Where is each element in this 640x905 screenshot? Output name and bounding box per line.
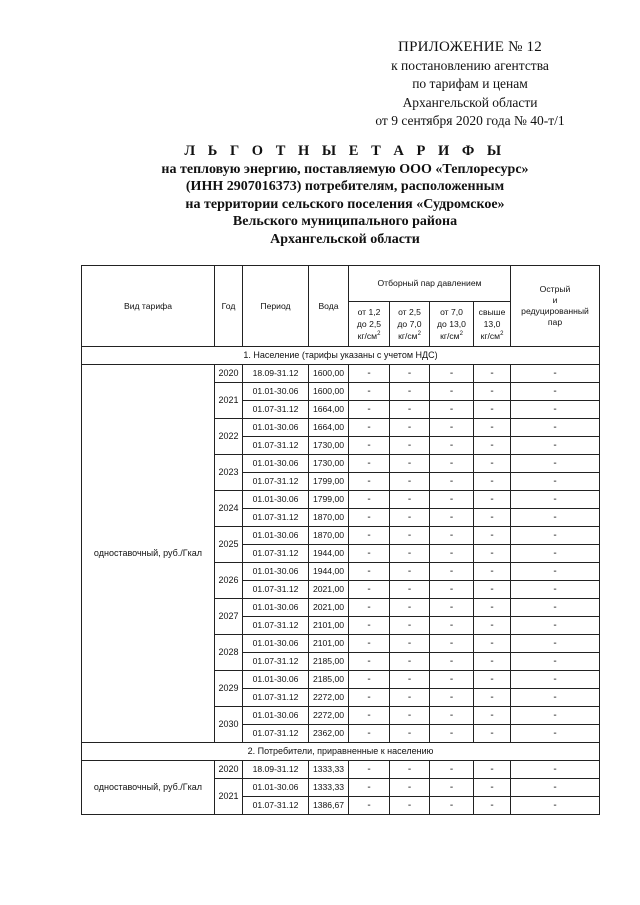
empty-value-cell: - (349, 383, 390, 401)
water-tariff-cell: 1664,00 (309, 419, 349, 437)
empty-value-cell: - (390, 797, 430, 815)
empty-value-cell: - (349, 563, 390, 581)
empty-value-cell: - (511, 725, 600, 743)
empty-value-cell: - (430, 437, 474, 455)
empty-value-cell: - (390, 779, 430, 797)
annex-number: ПРИЛОЖЕНИЕ № 12 (398, 39, 542, 55)
empty-value-cell: - (474, 383, 511, 401)
empty-value-cell: - (349, 653, 390, 671)
empty-value-cell: - (349, 473, 390, 491)
period-cell: 01.01-30.06 (243, 635, 309, 653)
year-cell: 2023 (215, 455, 243, 491)
empty-value-cell: - (474, 761, 511, 779)
water-tariff-cell: 1386,67 (309, 797, 349, 815)
header-water: Вода (309, 266, 349, 347)
empty-value-cell: - (511, 419, 600, 437)
empty-value-cell: - (511, 365, 600, 383)
header-unit-exponent: 2 (500, 331, 504, 338)
empty-value-cell: - (474, 491, 511, 509)
empty-value-cell: - (511, 545, 600, 563)
title-line: Архангельской области (270, 231, 420, 247)
header-tariff-type: Вид тарифа (82, 266, 215, 347)
empty-value-cell: - (474, 455, 511, 473)
empty-value-cell: - (430, 383, 474, 401)
empty-value-cell: - (430, 779, 474, 797)
annex-header (330, 38, 610, 131)
empty-value-cell: - (474, 365, 511, 383)
period-cell: 01.01-30.06 (243, 707, 309, 725)
water-tariff-cell: 2101,00 (309, 617, 349, 635)
section-row (82, 347, 600, 365)
tariff-type-cell: одноставочный, руб./Гкал (82, 761, 215, 815)
empty-value-cell: - (474, 689, 511, 707)
empty-value-cell: - (390, 491, 430, 509)
header-pressure-2 (390, 302, 430, 347)
empty-value-cell: - (349, 617, 390, 635)
empty-value-cell: - (430, 599, 474, 617)
water-tariff-cell: 1664,00 (309, 401, 349, 419)
header-pressure-3 (430, 302, 474, 347)
period-cell: 01.07-31.12 (243, 545, 309, 563)
empty-value-cell: - (511, 599, 600, 617)
empty-value-cell: - (474, 545, 511, 563)
empty-value-cell: - (511, 689, 600, 707)
empty-value-cell: - (474, 635, 511, 653)
empty-value-cell: - (474, 419, 511, 437)
empty-value-cell: - (349, 437, 390, 455)
empty-value-cell: - (474, 401, 511, 419)
empty-value-cell: - (430, 509, 474, 527)
empty-value-cell: - (511, 671, 600, 689)
period-cell: 01.07-31.12 (243, 401, 309, 419)
title-line: Вельского муниципального района (232, 214, 458, 229)
header-unit-exponent: 2 (377, 331, 381, 338)
empty-value-cell: - (511, 473, 600, 491)
water-tariff-cell: 2185,00 (309, 671, 349, 689)
empty-value-cell: - (511, 401, 600, 419)
empty-value-cell: - (390, 617, 430, 635)
header-acute-line: пар (547, 317, 563, 327)
empty-value-cell: - (430, 545, 474, 563)
period-cell: 01.07-31.12 (243, 617, 309, 635)
header-text: от 2,5 (398, 307, 421, 317)
empty-value-cell: - (474, 581, 511, 599)
title-line: на тепловую энергию, поставляемую ООО «Теплоресурс» (161, 161, 529, 177)
period-cell: 01.01-30.06 (243, 419, 309, 437)
water-tariff-cell: 2185,00 (309, 653, 349, 671)
empty-value-cell: - (511, 563, 600, 581)
period-cell: 01.01-30.06 (243, 599, 309, 617)
year-cell: 2024 (215, 491, 243, 527)
empty-value-cell: - (349, 599, 390, 617)
empty-value-cell: - (390, 761, 430, 779)
empty-value-cell: - (390, 527, 430, 545)
section-row (82, 743, 600, 761)
empty-value-cell: - (349, 455, 390, 473)
empty-value-cell: - (474, 473, 511, 491)
empty-value-cell: - (474, 707, 511, 725)
period-cell: 18.09-31.12 (243, 761, 309, 779)
document-title (110, 143, 580, 248)
empty-value-cell: - (390, 599, 430, 617)
empty-value-cell: - (349, 761, 390, 779)
year-cell: 2027 (215, 599, 243, 635)
water-tariff-cell: 1870,00 (309, 509, 349, 527)
empty-value-cell: - (430, 617, 474, 635)
year-cell: 2020 (215, 761, 243, 779)
title-heading: Л Ь Г О Т Н Ы Е Т А Р И Ф Ы (184, 143, 506, 159)
empty-value-cell: - (349, 419, 390, 437)
header-acute-line: и (552, 295, 558, 305)
empty-value-cell: - (474, 617, 511, 635)
empty-value-cell: - (390, 671, 430, 689)
section-title: 2. Потребители, приравненные к населению (82, 743, 600, 761)
empty-value-cell: - (430, 761, 474, 779)
empty-value-cell: - (430, 491, 474, 509)
header-text: свыше (478, 307, 506, 317)
empty-value-cell: - (474, 437, 511, 455)
empty-value-cell: - (349, 797, 390, 815)
empty-value-cell: - (474, 653, 511, 671)
water-tariff-cell: 1730,00 (309, 437, 349, 455)
header-text: от 7,0 (440, 307, 463, 317)
empty-value-cell: - (349, 509, 390, 527)
period-cell: 01.07-31.12 (243, 725, 309, 743)
title-line: на территории сельского поселения «Судромское» (185, 196, 505, 212)
header-text: до 13,0 (437, 319, 466, 329)
empty-value-cell: - (474, 527, 511, 545)
empty-value-cell: - (430, 653, 474, 671)
empty-value-cell: - (390, 473, 430, 491)
empty-value-cell: - (390, 401, 430, 419)
year-cell: 2021 (215, 383, 243, 419)
empty-value-cell: - (511, 527, 600, 545)
empty-value-cell: - (349, 779, 390, 797)
empty-value-cell: - (390, 509, 430, 527)
header-pressure-4 (474, 302, 511, 347)
empty-value-cell: - (474, 599, 511, 617)
period-cell: 01.01-30.06 (243, 527, 309, 545)
period-cell: 01.07-31.12 (243, 473, 309, 491)
water-tariff-cell: 1333,33 (309, 779, 349, 797)
empty-value-cell: - (430, 671, 474, 689)
empty-value-cell: - (390, 437, 430, 455)
annex-date: от 9 сентября 2020 года № 40-т/1 (375, 113, 565, 128)
empty-value-cell: - (511, 437, 600, 455)
year-cell: 2021 (215, 779, 243, 815)
header-unit: кг/см (480, 331, 501, 341)
year-cell: 2026 (215, 563, 243, 599)
empty-value-cell: - (349, 635, 390, 653)
period-cell: 01.01-30.06 (243, 491, 309, 509)
empty-value-cell: - (430, 455, 474, 473)
empty-value-cell: - (390, 365, 430, 383)
empty-value-cell: - (349, 545, 390, 563)
empty-value-cell: - (430, 689, 474, 707)
empty-value-cell: - (349, 401, 390, 419)
header-unit: кг/см (357, 331, 378, 341)
empty-value-cell: - (511, 707, 600, 725)
water-tariff-cell: 2272,00 (309, 689, 349, 707)
water-tariff-cell: 2101,00 (309, 635, 349, 653)
empty-value-cell: - (390, 689, 430, 707)
empty-value-cell: - (349, 527, 390, 545)
empty-value-cell: - (390, 563, 430, 581)
water-tariff-cell: 1944,00 (309, 563, 349, 581)
period-cell: 01.01-30.06 (243, 671, 309, 689)
header-unit-exponent: 2 (417, 331, 421, 338)
empty-value-cell: - (430, 365, 474, 383)
empty-value-cell: - (390, 419, 430, 437)
header-unit: кг/см (398, 331, 418, 341)
table-row (82, 761, 600, 779)
header-acute-line: редуцированный (521, 306, 589, 316)
empty-value-cell: - (511, 797, 600, 815)
empty-value-cell: - (474, 563, 511, 581)
header-pressure-1 (349, 302, 390, 347)
water-tariff-cell: 2021,00 (309, 599, 349, 617)
year-cell: 2028 (215, 635, 243, 671)
water-tariff-cell: 1730,00 (309, 455, 349, 473)
empty-value-cell: - (390, 383, 430, 401)
empty-value-cell: - (390, 545, 430, 563)
empty-value-cell: - (349, 707, 390, 725)
water-tariff-cell: 2272,00 (309, 707, 349, 725)
header-text: до 7,0 (397, 319, 422, 329)
empty-value-cell: - (511, 761, 600, 779)
empty-value-cell: - (390, 707, 430, 725)
tariff-table (81, 265, 600, 815)
empty-value-cell: - (511, 383, 600, 401)
period-cell: 01.01-30.06 (243, 779, 309, 797)
empty-value-cell: - (511, 779, 600, 797)
period-cell: 01.01-30.06 (243, 383, 309, 401)
annex-line: по тарифам и ценам (412, 76, 528, 91)
year-cell: 2020 (215, 365, 243, 383)
period-cell: 01.01-30.06 (243, 455, 309, 473)
empty-value-cell: - (430, 581, 474, 599)
water-tariff-cell: 1870,00 (309, 527, 349, 545)
empty-value-cell: - (430, 419, 474, 437)
period-cell: 18.09-31.12 (243, 365, 309, 383)
empty-value-cell: - (349, 491, 390, 509)
period-cell: 01.01-30.06 (243, 563, 309, 581)
tariff-type-cell: одноставочный, руб./Гкал (82, 365, 215, 743)
empty-value-cell: - (430, 527, 474, 545)
section-title: 1. Население (тарифы указаны с учетом НДС) (82, 347, 600, 365)
empty-value-cell: - (430, 797, 474, 815)
water-tariff-cell: 1600,00 (309, 365, 349, 383)
header-text: 13,0 (483, 319, 501, 329)
annex-line: к постановлению агентства (391, 57, 549, 73)
header-text: до 2,5 (356, 319, 382, 329)
period-cell: 01.07-31.12 (243, 437, 309, 455)
header-unit: кг/см (440, 331, 460, 341)
empty-value-cell: - (511, 617, 600, 635)
water-tariff-cell: 1799,00 (309, 473, 349, 491)
year-cell: 2029 (215, 671, 243, 707)
empty-value-cell: - (474, 509, 511, 527)
empty-value-cell: - (474, 671, 511, 689)
empty-value-cell: - (474, 725, 511, 743)
empty-value-cell: - (349, 725, 390, 743)
water-tariff-cell: 1944,00 (309, 545, 349, 563)
period-cell: 01.07-31.12 (243, 689, 309, 707)
empty-value-cell: - (430, 707, 474, 725)
header-steam-group: Отборный пар давлением (349, 266, 511, 302)
header-acute-line: Острый (539, 284, 571, 294)
empty-value-cell: - (474, 797, 511, 815)
empty-value-cell: - (511, 491, 600, 509)
period-cell: 01.07-31.12 (243, 581, 309, 599)
empty-value-cell: - (390, 725, 430, 743)
empty-value-cell: - (430, 473, 474, 491)
period-cell: 01.07-31.12 (243, 509, 309, 527)
empty-value-cell: - (430, 725, 474, 743)
header-period: Период (243, 266, 309, 347)
year-cell: 2030 (215, 707, 243, 743)
year-cell: 2022 (215, 419, 243, 455)
empty-value-cell: - (349, 581, 390, 599)
water-tariff-cell: 2362,00 (309, 725, 349, 743)
water-tariff-cell: 1333,33 (309, 761, 349, 779)
empty-value-cell: - (390, 653, 430, 671)
year-cell: 2025 (215, 527, 243, 563)
water-tariff-cell: 1799,00 (309, 491, 349, 509)
empty-value-cell: - (390, 635, 430, 653)
water-tariff-cell: 1600,00 (309, 383, 349, 401)
water-tariff-cell: 2021,00 (309, 581, 349, 599)
empty-value-cell: - (511, 509, 600, 527)
empty-value-cell: - (511, 653, 600, 671)
header-acute-steam (511, 266, 600, 347)
empty-value-cell: - (474, 779, 511, 797)
empty-value-cell: - (430, 563, 474, 581)
period-cell: 01.07-31.12 (243, 797, 309, 815)
tariff-table-body (82, 347, 600, 815)
title-line: (ИНН 2907016373) потребителям, расположенным (185, 179, 505, 194)
period-cell: 01.07-31.12 (243, 653, 309, 671)
header-year: Год (215, 266, 243, 347)
empty-value-cell: - (511, 581, 600, 599)
empty-value-cell: - (390, 455, 430, 473)
empty-value-cell: - (511, 455, 600, 473)
annex-line: Архангельской области (402, 94, 538, 110)
table-row (82, 365, 600, 383)
header-unit-exponent: 2 (459, 331, 463, 338)
empty-value-cell: - (430, 401, 474, 419)
empty-value-cell: - (430, 635, 474, 653)
empty-value-cell: - (349, 365, 390, 383)
empty-value-cell: - (390, 581, 430, 599)
empty-value-cell: - (511, 635, 600, 653)
empty-value-cell: - (349, 689, 390, 707)
header-text: от 1,2 (357, 307, 381, 317)
empty-value-cell: - (349, 671, 390, 689)
